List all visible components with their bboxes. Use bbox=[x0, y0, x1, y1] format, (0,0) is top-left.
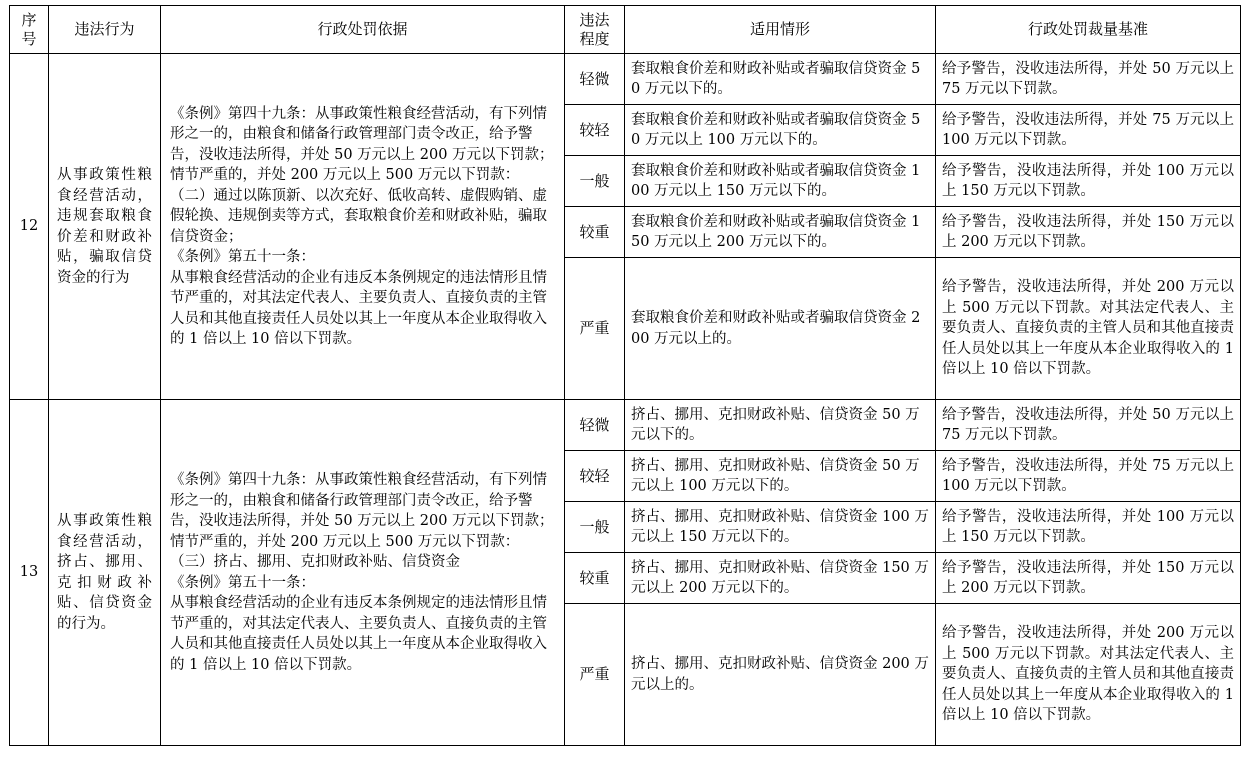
degree-cell: 轻微 bbox=[565, 400, 625, 451]
row-act: 从事政策性粮食经营活动，挤占、挪用、克扣财政补贴、信贷资金的行为。 bbox=[49, 400, 161, 746]
header-seq: 序号 bbox=[10, 6, 49, 54]
degree-cell: 较轻 bbox=[565, 451, 625, 502]
standard-cell: 给予警告，没收违法所得，并处 100 万元以上 150 万元以下罚款。 bbox=[936, 156, 1241, 207]
degree-cell: 严重 bbox=[565, 258, 625, 400]
degree-cell: 一般 bbox=[565, 156, 625, 207]
standard-cell: 给予警告，没收违法所得，并处 75 万元以上 100 万元以下罚款。 bbox=[936, 105, 1241, 156]
standard-cell: 给予警告，没收违法所得，并处 50 万元以上 75 万元以下罚款。 bbox=[936, 54, 1241, 105]
row-seq: 13 bbox=[10, 400, 49, 746]
situation-cell: 套取粮食价差和财政补贴或者骗取信贷资金 50 万元以下的。 bbox=[625, 54, 936, 105]
header-row bbox=[10, 6, 1241, 54]
situation-cell: 挤占、挪用、克扣财政补贴、信贷资金 50 万元以上 100 万元以下的。 bbox=[625, 451, 936, 502]
situation-cell: 挤占、挪用、克扣财政补贴、信贷资金 150 万元以上 200 万元以下的。 bbox=[625, 553, 936, 604]
standard-cell: 给予警告，没收违法所得，并处 200 万元以上 500 万元以下罚款。对其法定代表人、主要负责人、直接负责的主管人员和其他直接责任人员处以其上一年度从本企业取得收入的 1 倍以上 10 倍以下罚款。 bbox=[936, 258, 1241, 400]
degree-cell: 较轻 bbox=[565, 105, 625, 156]
standard-cell: 给予警告，没收违法所得，并处 150 万元以上 200 万元以下罚款。 bbox=[936, 553, 1241, 604]
header-situation: 适用情形 bbox=[625, 6, 936, 54]
row-basis: 《条例》第四十九条：从事政策性粮食经营活动，有下列情形之一的，由粮食和储备行政管理部门责令改正，给予警告，没收违法所得，并处 50 万元以上 200 万元以下罚款；情节严重的，并处 200 万元以上 500 万元以下罚款： （三）挤占、挪用、克扣财政补贴、信贷资金 《条例》第五十一条： 从事粮食经营活动的企业有违反本条例规定的违法情形且情节严重的，对其法定代表人、主要负责人、直接负责的主管人员和其他直接责任人员处以其上一年度从本企业取得收入的 1 倍以上 10 倍以下罚款。 bbox=[161, 400, 565, 746]
table-row bbox=[10, 54, 1241, 105]
header-standard: 行政处罚裁量基准 bbox=[936, 6, 1241, 54]
standard-cell: 给予警告，没收违法所得，并处 75 万元以上 100 万元以下罚款。 bbox=[936, 451, 1241, 502]
degree-cell: 一般 bbox=[565, 502, 625, 553]
degree-cell: 较重 bbox=[565, 207, 625, 258]
standard-cell: 给予警告，没收违法所得，并处 150 万元以上 200 万元以下罚款。 bbox=[936, 207, 1241, 258]
situation-cell: 套取粮食价差和财政补贴或者骗取信贷资金 150 万元以上 200 万元以下的。 bbox=[625, 207, 936, 258]
header-basis: 行政处罚依据 bbox=[161, 6, 565, 54]
table-row bbox=[10, 400, 1241, 451]
situation-cell: 套取粮食价差和财政补贴或者骗取信贷资金 50 万元以上 100 万元以下的。 bbox=[625, 105, 936, 156]
situation-cell: 挤占、挪用、克扣财政补贴、信贷资金 200 万元以上的。 bbox=[625, 604, 936, 746]
situation-cell: 挤占、挪用、克扣财政补贴、信贷资金 50 万元以下的。 bbox=[625, 400, 936, 451]
standard-cell: 给予警告，没收违法所得，并处 50 万元以上 75 万元以下罚款。 bbox=[936, 400, 1241, 451]
row-act: 从事政策性粮食经营活动，违规套取粮食价差和财政补贴，骗取信贷资金的行为 bbox=[49, 54, 161, 400]
standard-cell: 给予警告，没收违法所得，并处 200 万元以上 500 万元以下罚款。对其法定代表人、主要负责人、直接负责的主管人员和其他直接责任人员处以其上一年度从本企业取得收入的 1 倍以上 10 倍以下罚款。 bbox=[936, 604, 1241, 746]
header-degree: 违法程度 bbox=[565, 6, 625, 54]
degree-cell: 严重 bbox=[565, 604, 625, 746]
row-seq: 12 bbox=[10, 54, 49, 400]
header-act: 违法行为 bbox=[49, 6, 161, 54]
situation-cell: 挤占、挪用、克扣财政补贴、信贷资金 100 万元以上 150 万元以下的。 bbox=[625, 502, 936, 553]
penalty-table bbox=[9, 5, 1241, 746]
degree-cell: 较重 bbox=[565, 553, 625, 604]
degree-cell: 轻微 bbox=[565, 54, 625, 105]
situation-cell: 套取粮食价差和财政补贴或者骗取信贷资金 200 万元以上的。 bbox=[625, 258, 936, 400]
row-basis: 《条例》第四十九条：从事政策性粮食经营活动，有下列情形之一的，由粮食和储备行政管理部门责令改正，给予警告，没收违法所得，并处 50 万元以上 200 万元以下罚款；情节严重的，并处 200 万元以上 500 万元以下罚款： （二）通过以陈顶新、以次充好、低收高转、虚假购销、虚假轮换、违规倒卖等方式，套取粮食价差和财政补贴，骗取信贷资金； 《条例》第五十一条： 从事粮食经营活动的企业有违反本条例规定的违法情形且情节严重的，对其法定代表人、主要负责人、直接负责的主管人员和其他直接责任人员处以其上一年度从本企业取得收入的 1 倍以上 10 倍以下罚款。 bbox=[161, 54, 565, 400]
standard-cell: 给予警告，没收违法所得，并处 100 万元以上 150 万元以下罚款。 bbox=[936, 502, 1241, 553]
situation-cell: 套取粮食价差和财政补贴或者骗取信贷资金 100 万元以上 150 万元以下的。 bbox=[625, 156, 936, 207]
